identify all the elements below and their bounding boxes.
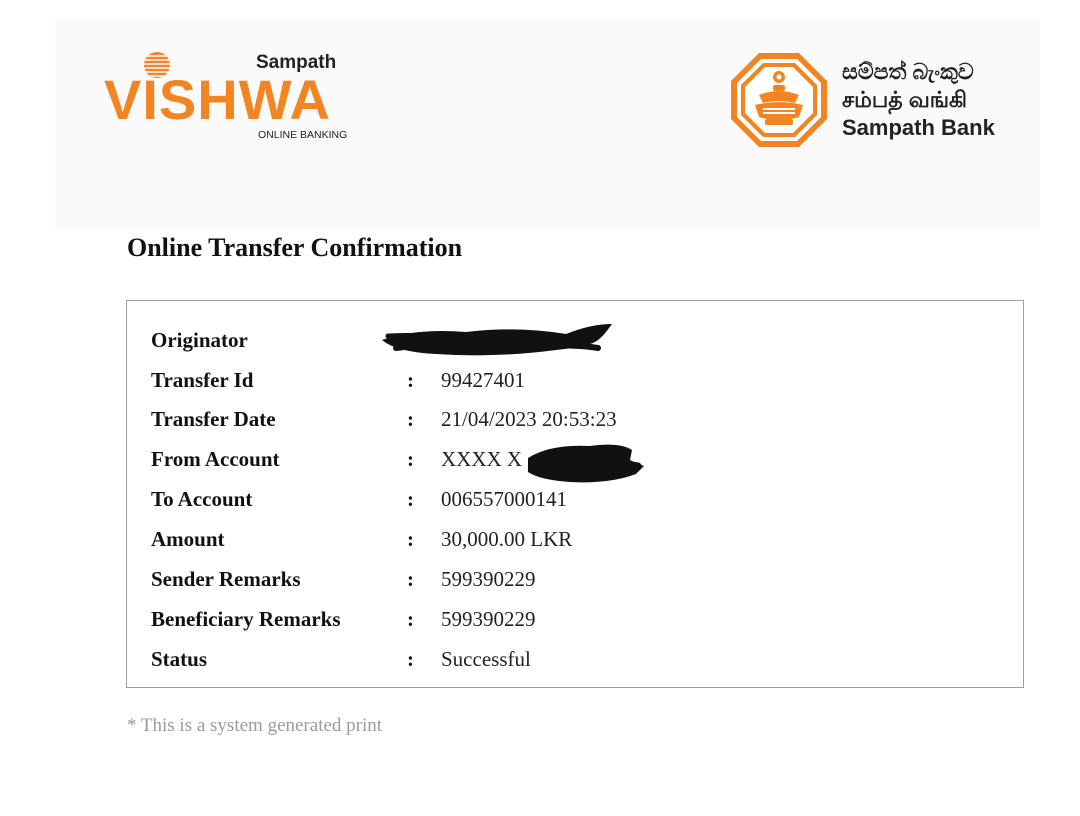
detail-colon: : [407,407,414,431]
sampath-bank-emblem-icon [729,51,829,149]
detail-colon: : [407,567,414,591]
vishwa-brand-sub: ONLINE BANKING [258,129,348,141]
detail-row-beneficiary-remarks [127,604,1023,634]
detail-label: To Account [151,487,253,511]
detail-colon: : [407,607,414,631]
detail-value: 99427401 [441,368,525,392]
page-title: Online Transfer Confirmation [127,233,463,262]
detail-value: Successful [441,647,531,671]
detail-value: 006557000141 [441,487,567,511]
detail-label: Status [151,647,208,671]
bank-name-tamil: சம்பத் வங்கி [842,87,968,112]
detail-row-originator [127,325,1023,355]
detail-value: 21/04/2023 20:53:23 [441,407,617,431]
detail-colon: : [407,368,414,392]
detail-label: Originator [151,328,248,352]
sampath-bank-wordmark [842,58,995,142]
detail-row-amount [127,524,1023,554]
detail-label: From Account [151,447,280,471]
detail-label: Transfer Id [151,368,254,392]
transfer-details-box [126,300,1024,688]
detail-label: Transfer Date [151,407,276,431]
detail-label: Sender Remarks [151,567,301,591]
detail-row-transfer-date [127,404,1023,434]
detail-colon: : [407,647,414,671]
bank-name-sinhala: සම්පත් බැංකුව [842,59,974,84]
detail-row-to-account [127,484,1023,514]
system-generated-footnote: * This is a system generated print [127,715,383,736]
detail-row-from-account [127,444,1023,474]
detail-colon: : [407,487,414,511]
detail-value: 599390229 [441,567,536,591]
detail-value: 599390229 [441,607,536,631]
detail-colon: : [407,527,414,551]
detail-row-sender-remarks [127,564,1023,594]
vishwa-logo [104,46,364,146]
detail-row-status [127,644,1023,674]
detail-value: XXXX X [441,447,523,471]
detail-label: Beneficiary Remarks [151,607,341,631]
detail-label: Amount [151,527,225,551]
detail-value: 30,000.00 LKR [441,527,573,551]
vishwa-brand-top: Sampath [256,52,337,73]
detail-colon: : [407,447,414,471]
bank-name-english: Sampath Bank [842,115,995,140]
detail-row-transfer-id [127,365,1023,395]
vishwa-brand-word: VISHWA [104,68,331,131]
